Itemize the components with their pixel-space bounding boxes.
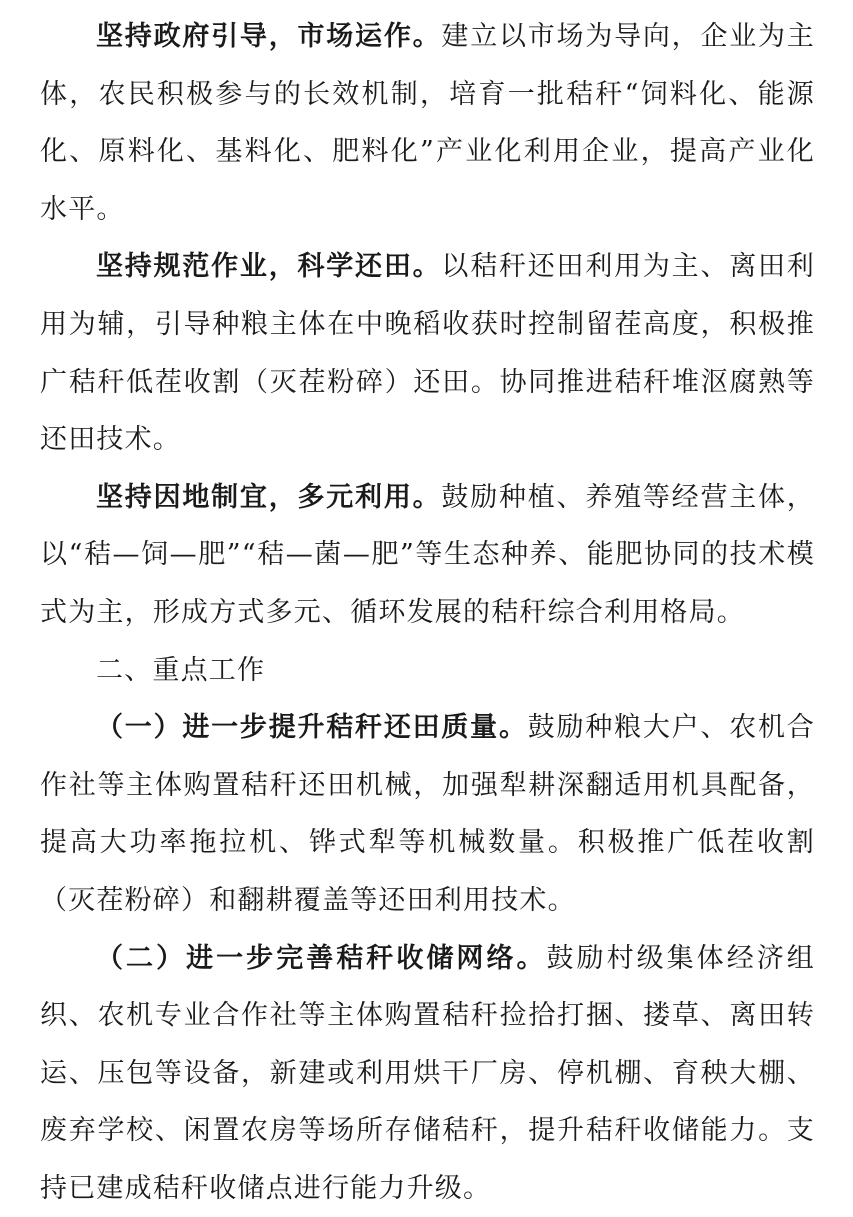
principle-title-2: 坚持规范作业，科学还田。 (96, 251, 441, 282)
work-item-title-2: （二）进一步完善秸秆收储网络。 (96, 943, 547, 974)
work-item-paragraph-2 (40, 930, 815, 1217)
section-heading: 二、重点工作 (40, 642, 815, 700)
principle-body-1: 建立以市场为导向，企业为主体，农民积极参与的长效机制，培育一批秸秆“饲料化、能源化、原料化、基料化、肥料化”产业化利用企业，提高产业化水平。 (40, 21, 815, 225)
principle-paragraph-1 (40, 8, 815, 238)
work-item-body-1: 鼓励种粮大户、农机合作社等主体购置秸秆还田机械，加强犁耕深翻适用机具配备，提高大功率拖拉机、铧式犁等机械数量。积极推广低茬收割（灭茬粉碎）和翻耕覆盖等还田利用技术。 (40, 712, 815, 916)
work-item-title-1: （一）进一步提升秸秆还田质量。 (96, 712, 528, 743)
principle-body-3: 鼓励种植、养殖等经营主体，以“秸—饲—肥”“秸—菌—肥”等生态种养、能肥协同的技术模式为主，形成方式多元、循环发展的秸秆综合利用格局。 (40, 482, 815, 628)
work-item-body-2: 鼓励村级集体经济组织、农机专业合作社等主体购置秸秆捡拾打捆、搂草、离田转运、压包等设备，新建或利用烘干厂房、停机棚、育秧大棚、废弃学校、闲置农房等场所存储秸秆，提升秸秆收储能力。支持已建成秸秆收储点进行能力升级。 (40, 943, 815, 1204)
principle-body-2: 以秸秆还田利用为主、离田利用为辅，引导种粮主体在中晚稻收获时控制留茬高度，积极推广秸秆低茬收割（灭茬粉碎）还田。协同推进秸秆堆沤腐熟等还田技术。 (40, 251, 815, 455)
principle-paragraph-2 (40, 238, 815, 468)
principle-title-3: 坚持因地制宜，多元利用。 (96, 482, 441, 513)
work-item-paragraph-1 (40, 699, 815, 929)
principle-title-1: 坚持政府引导，市场运作。 (96, 21, 441, 52)
principle-paragraph-3 (40, 469, 815, 642)
